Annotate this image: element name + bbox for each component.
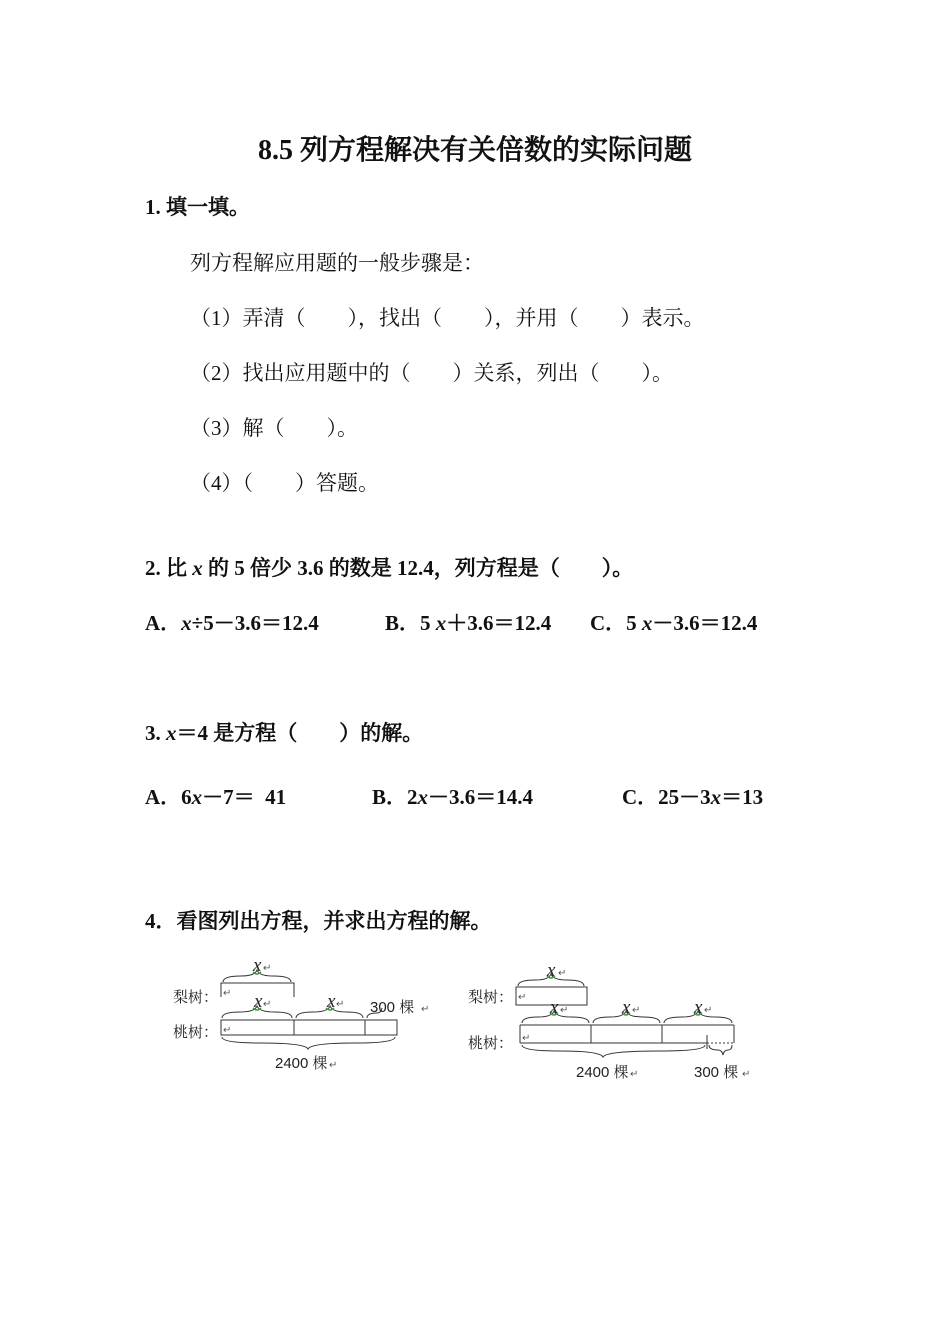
- option-letter: C．: [590, 611, 627, 635]
- option-variable: x: [181, 611, 192, 635]
- option-letter: A．: [145, 611, 182, 635]
- peach-x-label-1: x: [254, 991, 263, 1012]
- q1-step-1: （1）弄清（ ），找出（ ），并用（ ）表示。: [190, 306, 705, 330]
- q2-variable: x: [192, 556, 203, 580]
- option-letter: A．: [145, 785, 182, 809]
- pear-label: 梨树：: [468, 989, 514, 1006]
- peach-x-label-3: x: [694, 997, 703, 1018]
- return-mark: ↵: [223, 988, 232, 999]
- diagram-1: [165, 955, 445, 1080]
- q3-suffix: ＝4 是方程（ ）的解。: [176, 721, 424, 745]
- option-expression: ÷5－3.6＝12.4: [191, 611, 319, 635]
- option-variable: x: [641, 611, 653, 635]
- return-mark: ↵: [329, 1060, 338, 1071]
- peach-x-label-2: x: [622, 997, 631, 1018]
- option-expression: －7＝ 41: [202, 785, 287, 809]
- q3-variable: x: [166, 721, 177, 745]
- q2-option-a: [145, 613, 319, 634]
- total-label: 2400 棵: [275, 1055, 328, 1072]
- q2-prefix: 2. 比: [145, 556, 193, 580]
- option-expression: －3.6＝14.4: [428, 785, 534, 809]
- option-lead: 2: [407, 785, 418, 809]
- option-lead: 5: [420, 611, 436, 635]
- q1-step-4: （4）（ ）答题。: [190, 471, 379, 495]
- q2-question: [145, 558, 633, 579]
- pear-x-label: x: [253, 955, 262, 976]
- option-lead: 6: [181, 785, 192, 809]
- q1-step-2: （2）找出应用题中的（ ）关系，列出（ ）。: [190, 361, 673, 385]
- q1-intro: 列方程解应用题的一般步骤是：: [190, 251, 484, 275]
- q2-option-c: [590, 613, 757, 634]
- peach-x-label-1: x: [550, 997, 559, 1018]
- q2-suffix: 的 5 倍少 3.6 的数是 12.4，列方程是（ ）。: [202, 556, 634, 580]
- extra-label: 300 棵: [694, 1064, 739, 1081]
- option-variable: x: [417, 785, 429, 809]
- q4-heading: 4．看图列出方程，并求出方程的解。: [145, 909, 492, 933]
- return-mark: ↵: [522, 1033, 531, 1044]
- total-label: 2400 棵: [576, 1064, 629, 1081]
- option-letter: C．: [622, 785, 659, 809]
- peach-label: 桃树：: [173, 1024, 219, 1041]
- option-variable: x: [710, 785, 722, 809]
- option-letter: B．: [385, 611, 421, 635]
- q3-option-a: [145, 787, 286, 808]
- q3-option-c: [622, 787, 763, 808]
- option-variable: x: [435, 611, 447, 635]
- q3-question: [145, 723, 423, 744]
- option-expression: －3.6＝12.4: [652, 611, 758, 635]
- return-mark: ↵: [560, 1005, 569, 1016]
- total-brace: [522, 1045, 705, 1057]
- return-mark: ↵: [632, 1005, 641, 1016]
- peach-x-label-2: x: [327, 991, 336, 1012]
- return-mark: ↵: [336, 999, 345, 1010]
- q3-option-b: [372, 787, 533, 808]
- return-mark: ↵: [630, 1069, 639, 1080]
- peach-label: 桃树：: [468, 1035, 514, 1052]
- q3-prefix: 3.: [145, 721, 166, 745]
- option-expression: ＋3.6＝12.4: [446, 611, 552, 635]
- pear-label: 梨树：: [173, 989, 219, 1006]
- return-mark: ↵: [223, 1025, 232, 1036]
- extra-label: 300 棵: [370, 999, 415, 1016]
- option-lead: 25－3: [658, 785, 711, 809]
- option-lead: 5: [626, 611, 642, 635]
- peach-bar: [221, 1020, 397, 1035]
- option-variable: x: [191, 785, 203, 809]
- q2-option-b: [385, 613, 551, 634]
- return-mark: ↵: [263, 963, 272, 974]
- option-letter: B．: [372, 785, 408, 809]
- return-mark: ↵: [742, 1069, 751, 1080]
- pear-x-label: x: [547, 960, 556, 981]
- option-expression: ＝13: [721, 785, 764, 809]
- q1-step-3: （3）解（ ）。: [190, 416, 358, 440]
- return-mark: ↵: [558, 968, 567, 979]
- return-mark: ↵: [421, 1004, 430, 1015]
- return-mark: ↵: [263, 999, 272, 1010]
- extra-brace: [709, 1045, 732, 1055]
- total-brace: [222, 1037, 395, 1049]
- page-title: 8.5 列方程解决有关倍数的实际问题: [257, 135, 692, 166]
- q1-heading: 1. 填一填。: [145, 195, 250, 219]
- return-mark: ↵: [518, 992, 527, 1003]
- return-mark: ↵: [704, 1005, 713, 1016]
- diagram-2: [460, 955, 760, 1090]
